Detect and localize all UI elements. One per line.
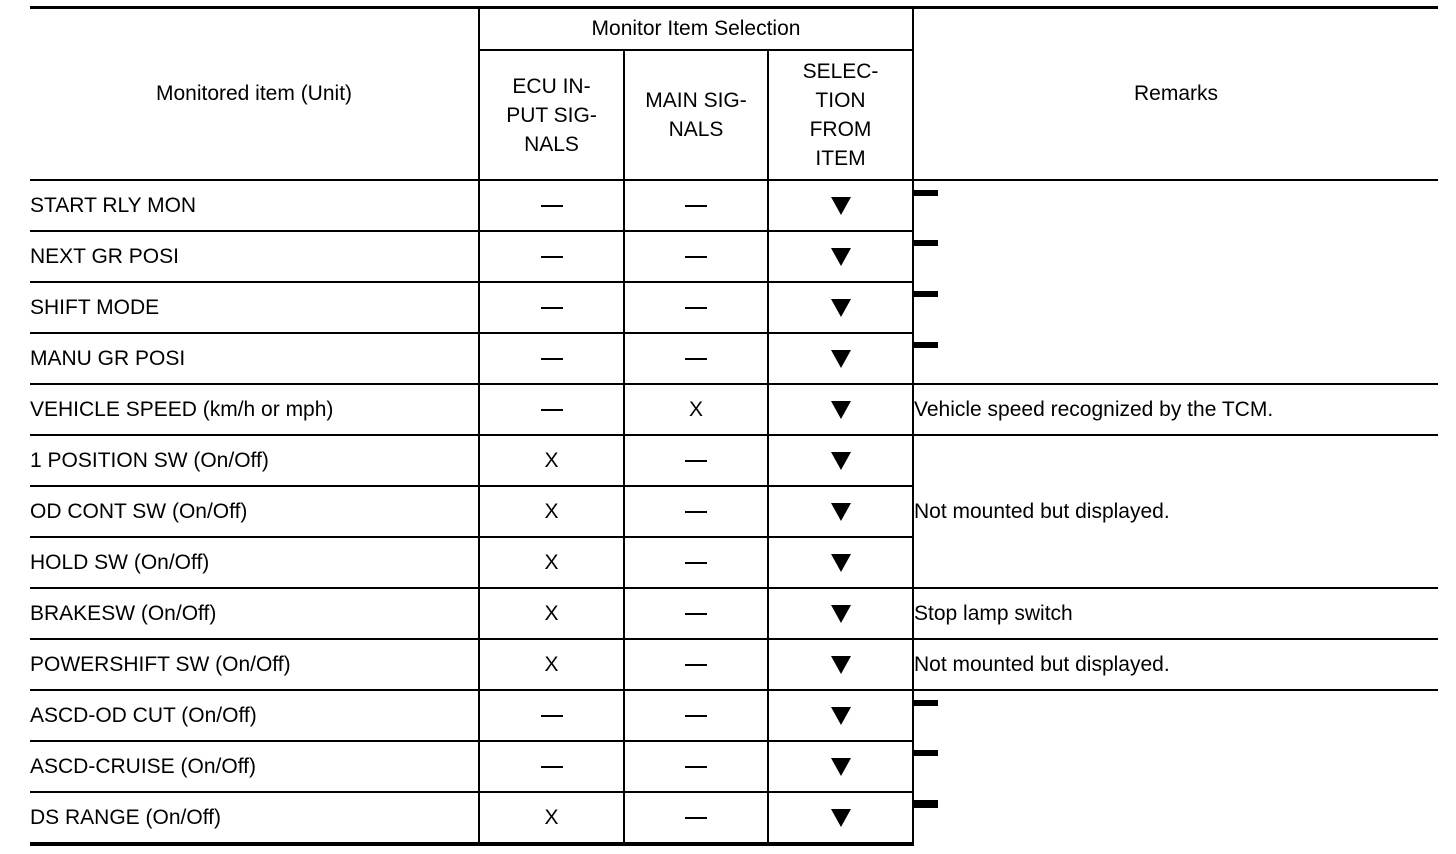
header-monitor-item-selection: Monitor Item Selection — [479, 8, 913, 51]
main-cell — [624, 333, 768, 384]
dash-mark — [541, 409, 563, 411]
ecu-cell — [479, 384, 624, 435]
ecu-cell — [479, 639, 624, 690]
main-cell — [624, 537, 768, 588]
monitored-item-cell: ASCD-OD CUT (On/Off) — [30, 690, 479, 741]
main-cell — [624, 180, 768, 231]
header-main-signals: MAIN SIG- NALS — [624, 50, 768, 180]
ecu-cell — [479, 690, 624, 741]
dash-mark — [914, 342, 938, 348]
ecu-cell — [479, 231, 624, 282]
main-cell — [624, 690, 768, 741]
selection-triangle-icon — [831, 452, 851, 470]
sel-cell — [768, 690, 913, 741]
selection-triangle-icon — [831, 401, 851, 419]
ecu-cell — [479, 282, 624, 333]
dash-mark — [914, 291, 938, 297]
dash-mark — [541, 307, 563, 309]
monitored-item-cell: SHIFT MODE — [30, 282, 479, 333]
header-ecu-input-signals: ECU IN- PUT SIG- NALS — [479, 50, 624, 180]
table-row — [30, 384, 1438, 435]
ecu-cell — [479, 588, 624, 639]
dash-mark — [685, 511, 707, 513]
x-mark: X — [544, 550, 559, 574]
main-cell — [624, 741, 768, 792]
main-cell — [624, 792, 768, 844]
monitored-item-cell: START RLY MON — [30, 180, 479, 231]
selection-triangle-icon — [831, 248, 851, 266]
dash-mark — [914, 800, 938, 808]
dash-mark — [685, 817, 707, 819]
sel-cell — [768, 792, 913, 844]
remark-cell: Not mounted but displayed. — [913, 639, 1438, 690]
monitored-item-cell: ASCD-CRUISE (On/Off) — [30, 741, 479, 792]
dash-mark — [914, 190, 938, 196]
dash-mark — [541, 766, 563, 768]
sel-cell — [768, 741, 913, 792]
sel-cell — [768, 282, 913, 333]
table-row — [30, 792, 1438, 844]
dash-mark — [685, 358, 707, 360]
selection-triangle-icon — [831, 503, 851, 521]
main-cell — [624, 384, 768, 435]
dash-mark — [914, 700, 938, 706]
selection-triangle-icon — [831, 605, 851, 623]
dash-mark — [541, 256, 563, 258]
x-mark: X — [544, 601, 559, 625]
main-cell — [624, 639, 768, 690]
selection-triangle-icon — [831, 656, 851, 674]
table-row — [30, 690, 1438, 741]
monitored-item-cell: 1 POSITION SW (On/Off) — [30, 435, 479, 486]
dash-mark — [685, 256, 707, 258]
x-mark: X — [544, 499, 559, 523]
selection-triangle-icon — [831, 554, 851, 572]
sel-cell — [768, 333, 913, 384]
x-mark: X — [544, 805, 559, 829]
sel-cell — [768, 231, 913, 282]
main-cell — [624, 486, 768, 537]
dash-mark — [541, 358, 563, 360]
ecu-cell — [479, 792, 624, 844]
monitored-item-cell: OD CONT SW (On/Off) — [30, 486, 479, 537]
dash-mark — [685, 613, 707, 615]
monitored-item-cell: HOLD SW (On/Off) — [30, 537, 479, 588]
monitored-item-cell: BRAKESW (On/Off) — [30, 588, 479, 639]
table-row — [30, 435, 1438, 486]
header-monitored-item: Monitored item (Unit) — [30, 8, 479, 181]
monitored-item-cell: DS RANGE (On/Off) — [30, 792, 479, 844]
monitored-item-cell: NEXT GR POSI — [30, 231, 479, 282]
dash-mark — [685, 766, 707, 768]
x-mark: X — [688, 397, 703, 421]
sel-cell — [768, 537, 913, 588]
monitored-item-cell: VEHICLE SPEED (km/h or mph) — [30, 384, 479, 435]
main-cell — [624, 282, 768, 333]
table-row — [30, 333, 1438, 384]
monitor-item-table — [30, 6, 1438, 846]
table-row — [30, 180, 1438, 231]
selection-triangle-icon — [831, 350, 851, 368]
selection-triangle-icon — [831, 197, 851, 215]
selection-triangle-icon — [831, 809, 851, 827]
table-row — [30, 639, 1438, 690]
remark-cell: Stop lamp switch — [913, 588, 1438, 639]
table-row — [30, 741, 1438, 792]
monitored-item-cell: POWERSHIFT SW (On/Off) — [30, 639, 479, 690]
remark-cell: Vehicle speed recognized by the TCM. — [913, 384, 1438, 435]
header-selection-from-item: SELEC- TION FROM ITEM — [768, 50, 913, 180]
selection-triangle-icon — [831, 299, 851, 317]
dash-mark — [541, 715, 563, 717]
sel-cell — [768, 486, 913, 537]
main-cell — [624, 588, 768, 639]
table-body — [30, 180, 1438, 844]
dash-mark — [685, 460, 707, 462]
selection-triangle-icon — [831, 758, 851, 776]
x-mark: X — [544, 652, 559, 676]
ecu-cell — [479, 486, 624, 537]
sel-cell — [768, 384, 913, 435]
ecu-cell — [479, 333, 624, 384]
dash-mark — [685, 205, 707, 207]
dash-mark — [914, 750, 938, 756]
ecu-cell — [479, 435, 624, 486]
table-row — [30, 282, 1438, 333]
sel-cell — [768, 180, 913, 231]
main-cell — [624, 231, 768, 282]
sel-cell — [768, 588, 913, 639]
dash-mark — [685, 307, 707, 309]
dash-mark — [541, 205, 563, 207]
monitored-item-cell: MANU GR POSI — [30, 333, 479, 384]
selection-triangle-icon — [831, 707, 851, 725]
dash-mark — [685, 562, 707, 564]
ecu-cell — [479, 180, 624, 231]
x-mark: X — [544, 448, 559, 472]
dash-mark — [914, 240, 938, 246]
sel-cell — [768, 435, 913, 486]
dash-mark — [685, 715, 707, 717]
table-row — [30, 231, 1438, 282]
main-cell — [624, 435, 768, 486]
ecu-cell — [479, 537, 624, 588]
dash-mark — [685, 664, 707, 666]
ecu-cell — [479, 741, 624, 792]
sel-cell — [768, 639, 913, 690]
header-remarks: Remarks — [913, 8, 1438, 181]
remark-cell: Not mounted but displayed. — [913, 435, 1438, 588]
table-row — [30, 588, 1438, 639]
